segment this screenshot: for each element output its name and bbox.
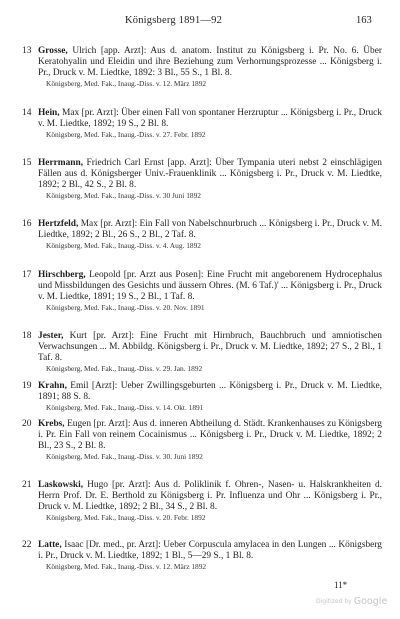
entry-number: 22 — [22, 540, 32, 550]
entry-body — [38, 219, 382, 251]
entry-faculty: Königsberg, Med. Fak., Inaug.-Diss. v. 12. März 1892 — [46, 562, 207, 571]
page-number: 163 — [356, 15, 372, 26]
entry-faculty: Königsberg, Med. Fak., Inaug.-Diss. v. 4. Aug. 1892 — [46, 241, 201, 250]
author-name: Grosse, — [38, 46, 68, 56]
author-name: Herrmann, — [38, 158, 84, 168]
entry-faculty: Königsberg, Med. Fak., Inaug.-Diss. v. 30 Juni 1892 — [46, 191, 201, 200]
entry-faculty: Königsberg, Med. Fak., Inaug.-Diss. v. 30. Juni 1892 — [46, 452, 203, 461]
author-name: Krahn, — [38, 381, 67, 391]
entry-faculty: Königsberg, Med. Fak., Inaug.-Diss. v. 14. Okt. 1891 — [46, 403, 204, 412]
entry-text: Eugen [pr. Arzt]: Aus d. inneren Abtheilung d. Städt. Krankenhauses zu Königsberg i. Pr. Ein Fall von reinem Cocainismus ... Königsberg i. Pr., Druck v. M. Liedtke, 1892; 2 Bl., 23 S., 2 Bl. 8. — [38, 419, 382, 451]
entry-faculty: Königsberg, Med. Fak., Inaug.-Diss. v. 20. Nov. 1891 — [46, 303, 205, 312]
entry-body — [38, 158, 382, 201]
entry-body — [38, 540, 382, 572]
entry-faculty: Königsberg, Med. Fak., Inaug.-Diss. v. 27. Febr. 1892 — [46, 130, 206, 139]
watermark-prefix: Digitized by — [316, 598, 352, 605]
entry-number: 14 — [22, 108, 32, 118]
entry-number: 21 — [22, 480, 32, 490]
entry-number: 13 — [22, 46, 32, 56]
entry-text: Friedrich Carl Ernst [app. Arzt]: Über Tympania uteri nebst 2 einschlägigen Fällen aus d. Königsberger Univ.-Frauenklinik ... Königsberg i. Pr., Druck v. M. Liedtke, 1892; 2 Bl., 42 S., 2 Bl. 8. — [38, 158, 382, 190]
entry-body — [38, 108, 382, 140]
digitization-watermark — [316, 596, 387, 607]
entry-body — [38, 270, 382, 313]
entry-faculty: Königsberg, Med. Fak., Inaug.-Diss. v. 20. Febr. 1892 — [46, 513, 206, 522]
entry-text: Max [pr. Arzt]: Ein Fall von Nabelschnurbruch ... Königsberg i. Pr., Druck v. M. Liedtke, 1892; 2 Bl., 26 S., 2 Bl., 2 Taf. 8. — [38, 219, 382, 240]
entry-number: 15 — [22, 158, 32, 168]
watermark-logo: Google — [353, 596, 388, 607]
entry-body — [38, 419, 382, 462]
entry-text: Max [pr. Arzt]: Über einen Fall von spontaner Herzruptur ... Königsberg i. Pr., Druck v. M. Liedtke, 1892; 19 S., 2 Bl. 8. — [38, 108, 382, 129]
author-name: Latte, — [38, 540, 62, 550]
entry-body — [38, 331, 382, 374]
author-name: Hertzfeld, — [38, 219, 79, 229]
entry-text: Hugo [pr. Arzt]: Aus d. Poliklinik f. Ohren-, Nasen- u. Halskrankheiten d. Herrn Prof. Dr. E. Berthold zu Königsberg i. Pr. Influenza und Ohr ... Königsberg i. Pr., Druck v. M. Liedtke, 1892; 2 Bl., 34 S., 2 Bl. 8. — [38, 480, 382, 512]
author-name: Hein, — [38, 108, 60, 118]
entry-faculty: Königsberg, Med. Fak., Inaug.-Diss. v. 29. Jan. 1892 — [46, 364, 203, 373]
entry-text: Leopold [pr. Arzt aus Posen]: Eine Frucht mit angeborenem Hydrocephalus und Missbildungen des Gesichts und äussern Ohres. (M. 6 Taf.)' ... Königsberg i. Pr., Druck v. M. Liedtke, 1891; 19 S., 2 Bl., 1 Taf. 8. — [38, 270, 382, 302]
running-title: Königsberg 1891—92 — [125, 15, 223, 26]
entry-text: Emil [Arzt]: Ueber Zwillingsgeburten ... Königsberg i. Pr., Druck v. M. Liedtke, 1891; 88 S. 8. — [38, 381, 382, 402]
entry-body — [38, 480, 382, 523]
entry-text: Isaac [Dr. med., pr. Arzt]: Ueber Corpuscula amylacea in den Lungen ... Königsberg i. Pr., Druck v. M. Liedtke, 1892; 1 Bl., 5—29 S., 1 Bl. 8. — [38, 540, 382, 561]
author-name: Krebs, — [38, 419, 65, 429]
author-name: Laskowski, — [38, 480, 84, 490]
entry-body — [38, 46, 382, 89]
entry-number: 20 — [22, 419, 32, 429]
entry-number: 18 — [22, 331, 32, 341]
signature-mark: 11* — [334, 580, 348, 590]
entry-faculty: Königsberg, Med. Fak., Inaug.-Diss. v. 12. März 1892 — [46, 79, 207, 88]
page-header — [0, 15, 400, 29]
entry-text: Kurt [pr. Arzt]: Eine Frucht mit Hirnbruch, Bauchbruch und amniotischen Verwachsungen ... M. Abbildg. Königsberg i. Pr., Druck v. M. Liedtke, 1892; 27 S., 2 Bl., 1 Taf. 8. — [38, 331, 382, 363]
author-name: Hirschberg, — [38, 270, 86, 280]
entry-text: Ulrich [app. Arzt]: Aus d. anatom. Institut zu Königsberg i. Pr. No. 6. Über Keratohyalin und Eleidin und ihre Beziehung zum Verhornungsprozesse ... Königsberg i. Pr., Druck v. M. Liedtke, 1892: 3 Bl., 55 S., 1 Bl. 8. — [38, 46, 382, 78]
entry-number: 19 — [22, 381, 32, 391]
author-name: Jester, — [38, 331, 64, 341]
entry-body — [38, 381, 382, 413]
entry-number: 17 — [22, 270, 32, 280]
entry-number: 16 — [22, 219, 32, 229]
